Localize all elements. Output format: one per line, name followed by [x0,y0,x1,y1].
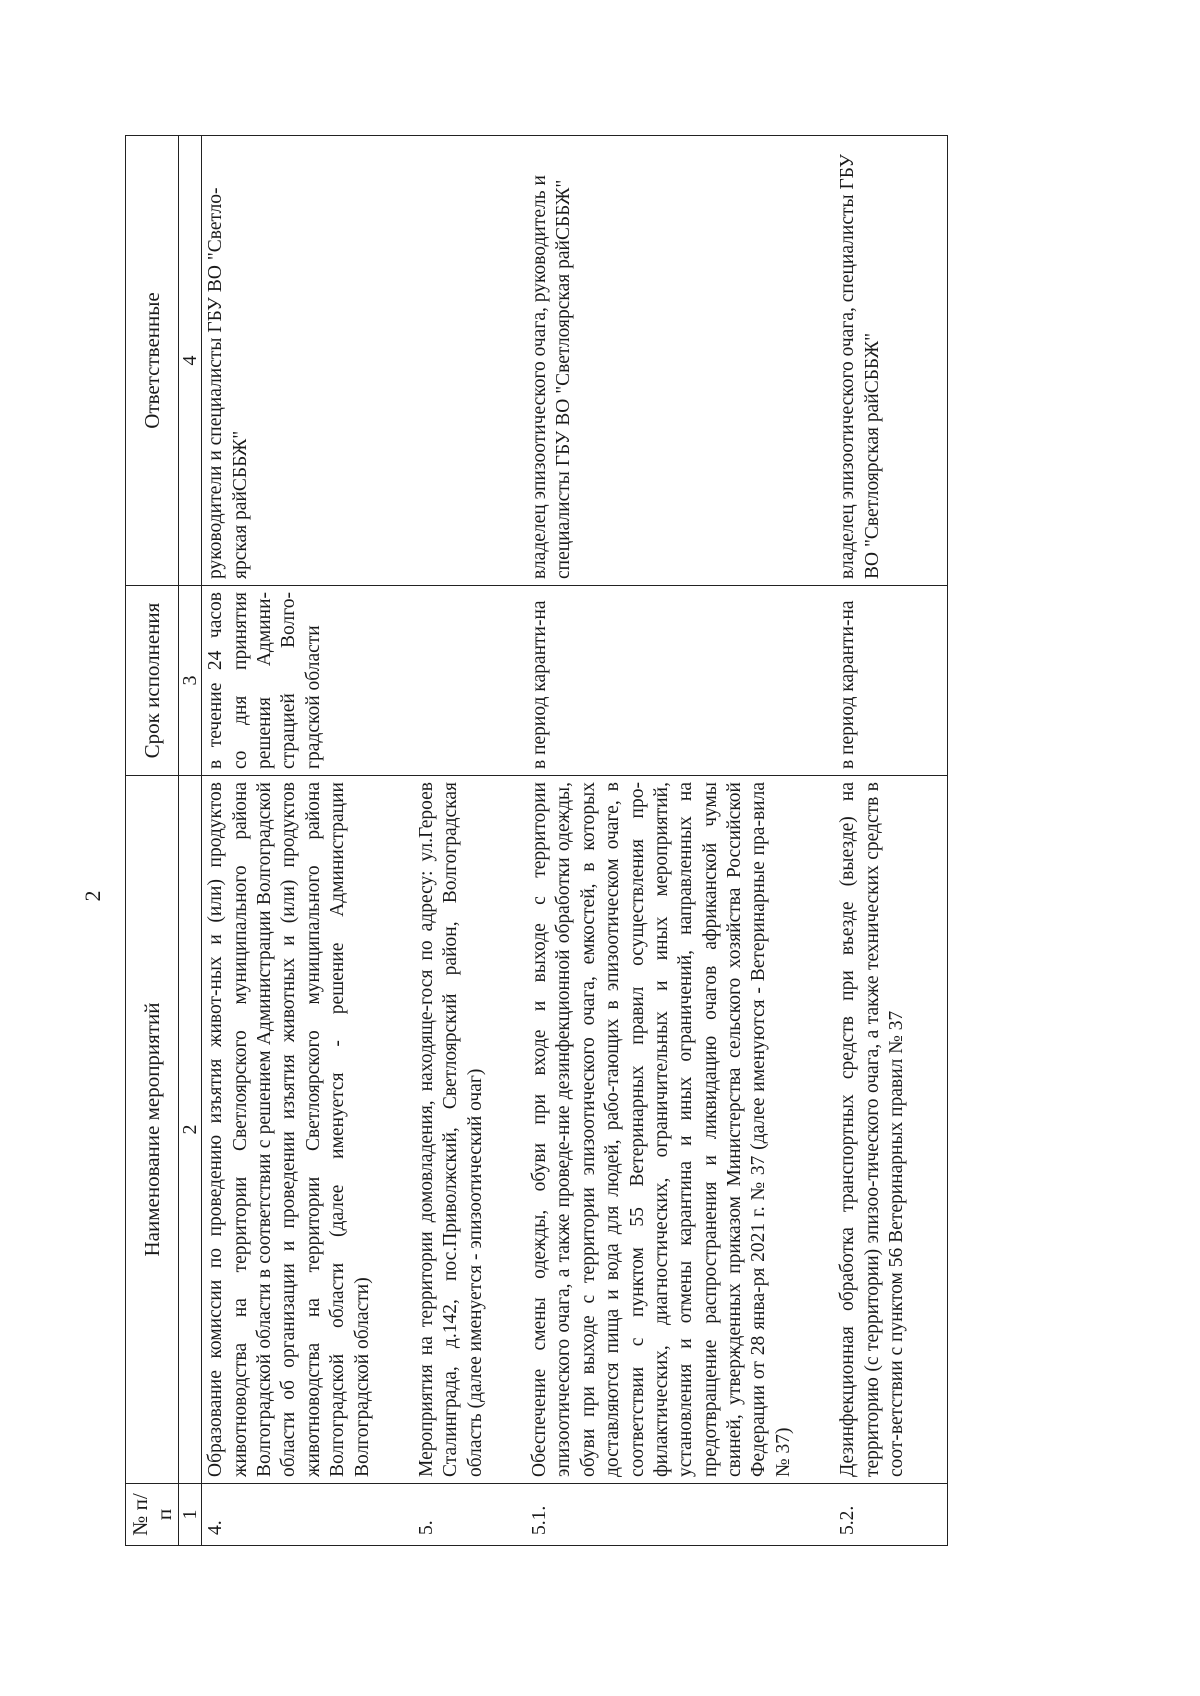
row-term: в период каранти-на [834,586,948,776]
table-header-row [126,136,179,1546]
row-responsible: руководители и специалисты ГБУ ВО "Светло-ярская райСББЖ" [202,136,413,586]
header-responsible: Ответственные [126,136,179,586]
row-description: Обеспечение смены одежды, обуви при входе и выходе с территории эпизоотического очага, а также проведе-ние дезинфекционной обработки одежды, обуви при выходе с территории эпизоотического очага, емкостей, в которых доставляются пища и вода для людей, рабо-тающих в эпизоотическом очаге, в соответствии с пунктом 55 Ветеринарных правил осуществления про-филактических, диагностических, ограничительных и иных мероприятий, установления и отмены карантина и иных ограничений, направленных на предотвращение распространения и ликвидацию очагов африканской чумы свиней, утвержденных приказом Министерства сельского хозяйства Российской Федерации от 28 янва-ря 2021 г. № 37 (далее именуются - Ветеринарные пра-вила № 37) [526,776,834,1484]
row-responsible: владелец эпизоотического очага, руководитель и специалисты ГБУ ВО "Светлоярская райСББЖ" [526,136,834,586]
column-number: 2 [179,776,202,1484]
row-term: в период каранти-на [526,586,834,776]
row-number: 5. [413,1484,526,1546]
row-number: 5.2. [834,1484,948,1546]
table-row [202,136,413,1546]
row-number: 5.1. [526,1484,834,1546]
column-number: 1 [179,1484,202,1546]
row-description: Дезинфекционная обработка транспортных средств при въезде (выезде) на территорию (с территории) эпизоо-тического очага, а также технических средств в соот-ветствии с пунктом 56 Ветеринарных правил № 37 [834,776,948,1484]
row-term [413,586,526,776]
column-number: 4 [179,136,202,586]
table-row [834,136,948,1546]
row-term: в течение 24 часов со дня принятия решения Админи-страцией Волго-градской области [202,586,413,776]
column-number: 3 [179,586,202,776]
header-term: Срок исполнения [126,586,179,776]
header-number: № п/п [126,1484,179,1546]
table-row [413,136,526,1546]
table-row [526,136,834,1546]
row-description: Образование комиссии по проведению изъятия живот-ных и (или) продуктов животноводства на территории Светлоярского муниципального района Волгоградской области в соответствии с решением Администрации Волгоградской области об организации и проведении изъятия животных и (или) продуктов животноводства на территории Светлоярского муниципального района Волгоградской области (далее именуется - решение Администрации Волгоградской области) [202,776,413,1484]
page-number: 2 [80,890,105,902]
row-description: Мероприятия на территории домовладения, находяще-гося по адресу: ул.Героев Сталинграда, д.142, пос.Приволжский, Светлоярский район, Волгоградская область (далее именуется - эпизоотический очаг) [413,776,526,1484]
column-number-row [179,136,202,1546]
row-responsible [413,136,526,586]
header-name: Наименование мероприятий [126,776,179,1484]
measures-table [125,135,948,1546]
row-responsible: владелец эпизоотического очага, специалисты ГБУ ВО "Светлоярская райСББЖ" [834,136,948,586]
row-number: 4. [202,1484,413,1546]
